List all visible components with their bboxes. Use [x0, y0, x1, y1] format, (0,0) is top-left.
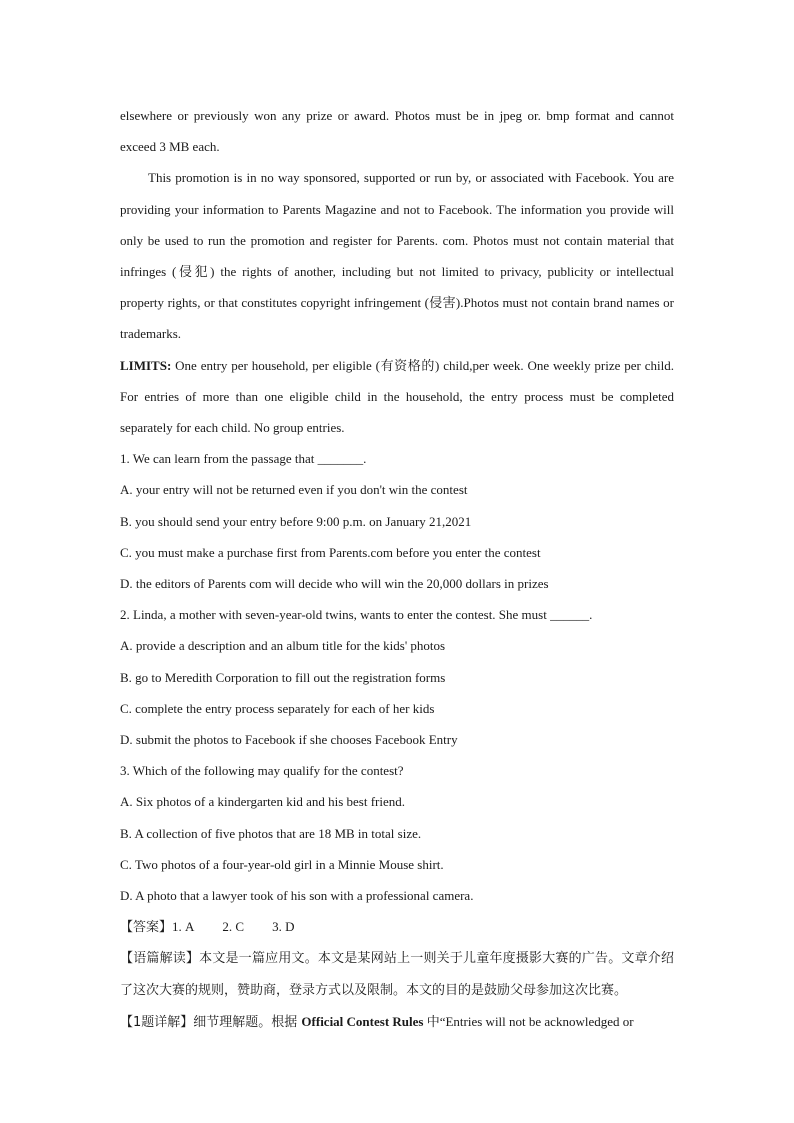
detail-1-text-after: 中“Entries will not be acknowledged or [423, 1013, 634, 1029]
limits-paragraph [120, 350, 674, 444]
question-1-option-a: A. your entry will not be returned even if you don't win the contest [120, 482, 468, 498]
detail-1-bold: Official Contest Rules [301, 1013, 424, 1029]
analysis-label: 【语篇解读】 [120, 951, 200, 967]
question-2-option-c: C. complete the entry process separately for each of her kids [120, 700, 435, 716]
question-1-stem: 1. We can learn from the passage that _______. [120, 451, 367, 467]
answer-2: 2. C [222, 919, 245, 935]
question-1-option-b: B. you should send your entry before 9:00 p.m. on January 21,2021 [120, 513, 472, 529]
detail-1-text-before: 细节理解题。根据 [193, 1014, 302, 1030]
passage-paragraph-2: This promotion is in no way sponsored, supported or run by, or associated with Facebook. You are providing your information to Parents Magazine and not to Facebook. The information you provide will only be used to run the promotion and register for Parents. com. Photos must not contain material that infringes (侵犯) the rights of another, including but not limited to privacy, publicity or intellectual property rights, or that constitutes copyright infringement (侵害).Photos must not contain brand names or trademarks. [120, 170, 674, 342]
detail-1-paragraph [120, 1006, 674, 1038]
answer-3: 3. D [272, 919, 295, 935]
analysis-text: 本文是一篇应用文。本文是某网站上一则关于儿童年度摄影大赛的广告。文章介绍了这次大赛的规则，赞助商，登录方式以及限制。本文的目的是鼓励父母参加这次比赛。 [120, 951, 674, 998]
limits-label: LIMITS: [120, 357, 172, 373]
answer-label: 【答案】 [120, 920, 173, 936]
question-3-option-a: A. Six photos of a kindergarten kid and his best friend. [120, 794, 405, 810]
question-2-option-d: D. submit the photos to Facebook if she chooses Facebook Entry [120, 732, 458, 748]
question-3-option-d: D. A photo that a lawyer took of his son with a professional camera. [120, 888, 474, 904]
question-1-option-c: C. you must make a purchase first from Parents.com before you enter the contest [120, 544, 541, 560]
question-3-stem: 3. Which of the following may qualify for the contest? [120, 763, 404, 779]
answer-line [120, 911, 674, 943]
question-2-option-a: A. provide a description and an album title for the kids' photos [120, 638, 446, 654]
question-3-option-b: B. A collection of five photos that are 18 MB in total size. [120, 825, 422, 841]
question-1-option-d: D. the editors of Parents com will decide who will win the 20,000 dollars in prizes [120, 576, 549, 592]
question-2-option-b: B. go to Meredith Corporation to fill out the registration forms [120, 669, 446, 685]
analysis-paragraph [120, 943, 674, 1005]
question-3-option-c: C. Two photos of a four-year-old girl in a Minnie Mouse shirt. [120, 856, 444, 872]
limits-text: One entry per household, per eligible (有资格的) child,per week. One weekly prize per child. For entries of more than one eligible child in the household, the entry process must be completed separately for each child. No group entries. [120, 357, 674, 436]
detail-1-label: 【1题详解】 [120, 1014, 194, 1030]
answer-1: 1. A [172, 919, 195, 935]
question-2-stem: 2. Linda, a mother with seven-year-old twins, wants to enter the contest. She must ______. [120, 607, 593, 623]
passage-paragraph-1: elsewhere or previously won any prize or award. Photos must be in jpeg or. bmp format and cannot exceed 3 MB each. [120, 108, 674, 155]
document-page [120, 100, 674, 1038]
